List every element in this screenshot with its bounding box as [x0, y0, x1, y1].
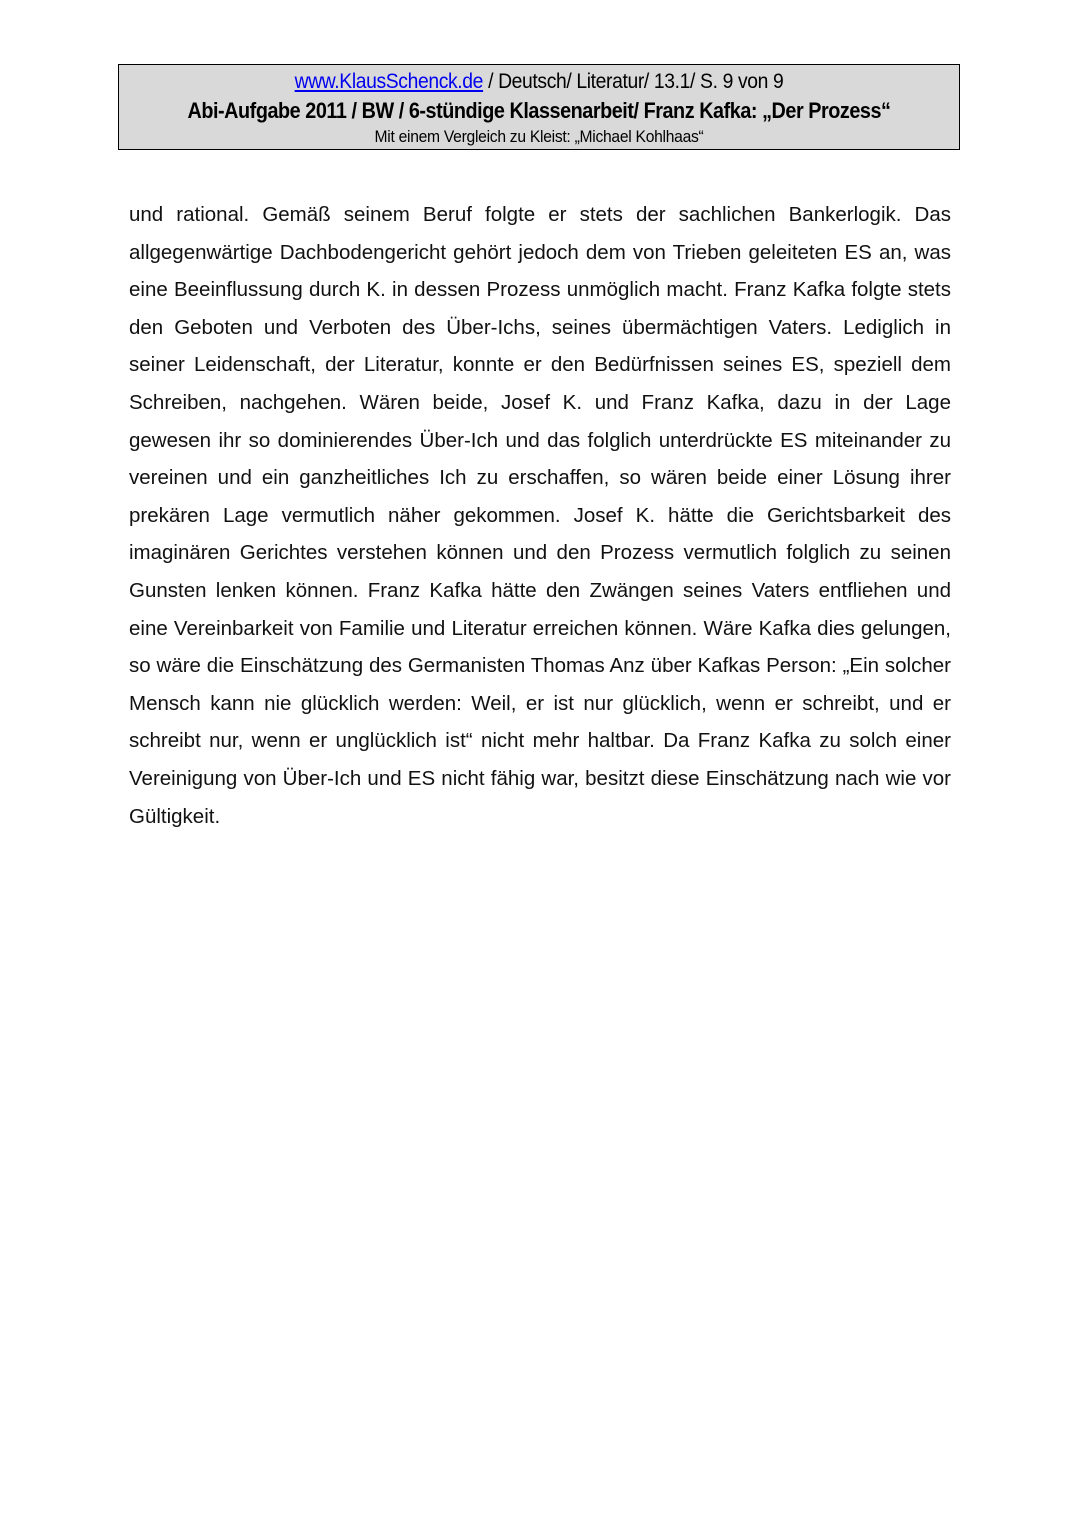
header-subtitle: Mit einem Vergleich zu Kleist: „Michael Kohlhaas“: [374, 127, 704, 146]
page-header: [118, 64, 960, 150]
header-source-line: [153, 69, 926, 95]
header-title: Abi-Aufgabe 2011 / BW / 6-stündige Klassenarbeit/ Franz Kafka: „Der Prozess“: [187, 98, 891, 123]
body-paragraph: und rational. Gemäß seinem Beruf folgte er stets der sachlichen Bankerlogik. Das allgegenwärtige Dachbodengericht gehört jedoch dem von Trieben geleiteten ES an, was eine Beeinflussung durch K. in dessen Prozess unmöglich macht. Franz Kafka folgte stets den Geboten und Verboten des Über-Ichs, seines übermächtigen Vaters. Lediglich in seiner Leidenschaft, der Literatur, konnte er den Bedürfnissen seines ES, speziell dem Schreiben, nachgehen. Wären beide, Josef K. und Franz Kafka, dazu in der Lage gewesen ihr so dominierendes Über-Ich und das folglich unterdrückte ES miteinander zu vereinen und ein ganzheitliches Ich zu erschaffen, so wären beide einer Lösung ihrer prekären Lage vermutlich näher gekommen. Josef K. hätte die Gerichtsbarkeit des imaginären Gerichtes verstehen können und den Prozess vermutlich folglich zu seinen Gunsten lenken können. Franz Kafka hätte den Zwängen seines Vaters entfliehen und eine Vereinbarkeit von Familie und Literatur erreichen können. Wäre Kafka dies gelungen, so wäre die Einschätzung des Germanisten Thomas Anz über Kafkas Person: „Ein solcher Mensch kann nie glücklich werden: Weil, er ist nur glücklich, wenn er schreibt, und er schreibt nur, wenn er unglücklich ist“ nicht mehr haltbar. Da Franz Kafka zu solch einer Vereinigung von Über-Ich und ES nicht fähig war, besitzt diese Einschätzung nach wie vor Gültigkeit.: [129, 203, 951, 828]
header-breadcrumb: / Deutsch/ Literatur/ 13.1/ S. 9 von 9: [483, 70, 784, 93]
website-link[interactable]: www.KlausSchenck.de: [294, 70, 484, 93]
